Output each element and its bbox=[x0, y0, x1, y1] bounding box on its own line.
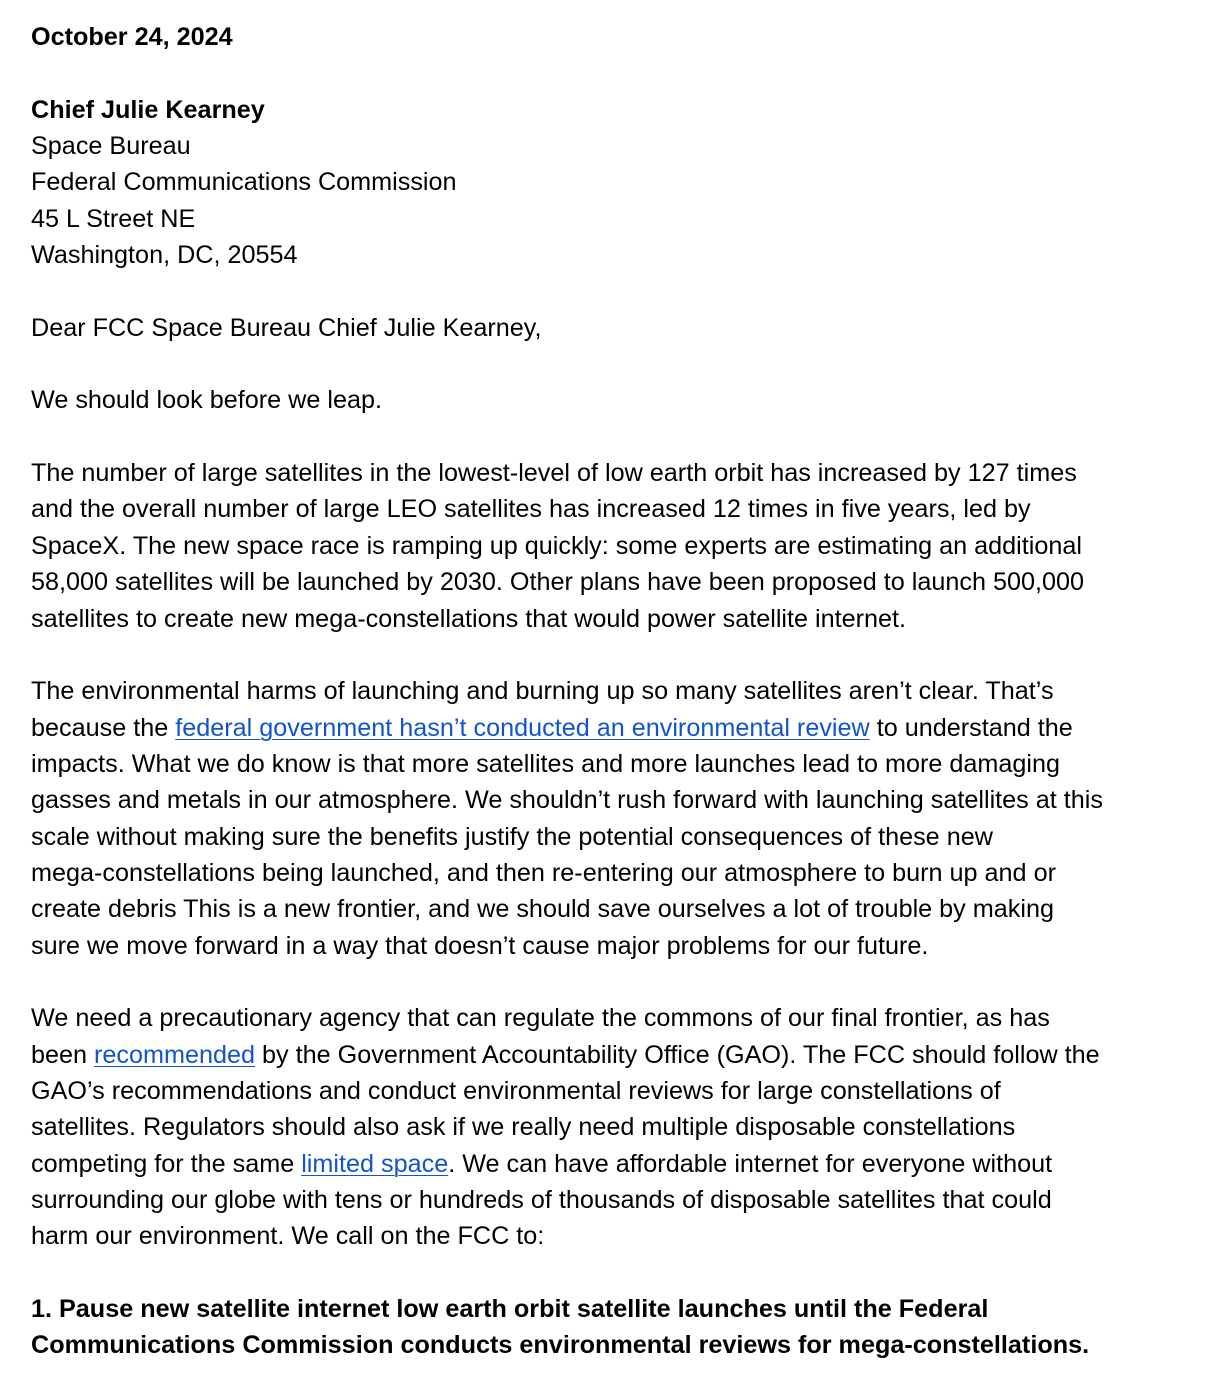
paragraph-line: satellites. Regulators should also ask if we really need multiple disposable constellations bbox=[31, 1113, 1016, 1142]
paragraph-line: sure we move forward in a way that doesn’t cause major problems for our future. bbox=[31, 931, 929, 960]
limited-space-link[interactable]: limited space bbox=[301, 1149, 449, 1178]
demand-line: Communications Commission conducts environmental reviews for mega-constellations. bbox=[31, 1331, 1090, 1360]
opening-block bbox=[31, 382, 1201, 418]
paragraph-line: create debris This is a new frontier, and we should save ourselves a lot of trouble by making bbox=[31, 895, 1054, 924]
paragraph-line: satellites to create new mega-constellations that would power satellite internet. bbox=[31, 604, 907, 633]
recommended-link[interactable]: recommended bbox=[94, 1040, 256, 1069]
environmental-review-link[interactable]: federal government hasn’t conducted an environmental review bbox=[175, 713, 870, 742]
paragraph-line: The environmental harms of launching and burning up so many satellites aren’t clear. That’s bbox=[31, 677, 1054, 706]
paragraph-line: GAO’s recommendations and conduct environmental reviews for large constellations of bbox=[31, 1076, 1001, 1105]
text-segment: competing for the same bbox=[31, 1149, 302, 1178]
paragraph-environmental-harms bbox=[31, 673, 1201, 964]
recipient-agency: Federal Communications Commission bbox=[31, 168, 457, 197]
text-segment: to understand the bbox=[869, 713, 1073, 742]
paragraph-line: The number of large satellites in the lowest-level of low earth orbit has increased by 127 times bbox=[31, 459, 1077, 488]
paragraph-line: scale without making sure the benefits justify the potential consequences of these new bbox=[31, 822, 993, 851]
demand-item-1 bbox=[31, 1291, 1201, 1364]
paragraph-line: We need a precautionary agency that can regulate the commons of our final frontier, as has bbox=[31, 1004, 1050, 1033]
paragraph-line: SpaceX. The new space race is ramping up quickly: some experts are estimating an additional bbox=[31, 531, 1082, 560]
recipient-bureau: Space Bureau bbox=[31, 132, 191, 161]
paragraph-line-with-link bbox=[31, 1037, 1201, 1073]
paragraph-line: gasses and metals in our atmosphere. We shouldn’t rush forward with launching satellites at this bbox=[31, 786, 1103, 815]
paragraph-line: harm our environment. We call on the FCC to: bbox=[31, 1222, 545, 1251]
text-segment: . We can have affordable internet for everyone without bbox=[448, 1149, 1053, 1178]
demand-line: 1. Pause new satellite internet low earth orbit satellite launches until the Federal bbox=[31, 1295, 989, 1324]
paragraph-line: impacts. What we do know is that more satellites and more launches lead to more damaging bbox=[31, 749, 1060, 778]
salutation: Dear FCC Space Bureau Chief Julie Kearney, bbox=[31, 313, 542, 342]
paragraph-line: surrounding our globe with tens or hundreds of thousands of disposable satellites that could bbox=[31, 1186, 1052, 1214]
paragraph-line: mega-constellations being launched, and then re-entering our atmosphere to burn up and or bbox=[31, 858, 1056, 887]
recipient-street: 45 L Street NE bbox=[31, 204, 196, 233]
paragraph-line-with-link bbox=[31, 710, 1201, 746]
text-segment: been bbox=[31, 1040, 95, 1069]
paragraph-line-with-link bbox=[31, 1146, 1201, 1182]
letter-date-block bbox=[31, 19, 1201, 55]
recipient-city: Washington, DC, 20554 bbox=[31, 241, 298, 270]
salutation-block bbox=[31, 310, 1201, 346]
paragraph-precautionary-agency bbox=[31, 1000, 1201, 1254]
text-segment: by the Government Accountability Office (GAO). The FCC should follow the bbox=[255, 1040, 1100, 1069]
recipient-address bbox=[31, 92, 1201, 274]
recipient-name: Chief Julie Kearney bbox=[31, 95, 265, 124]
paragraph-line: and the overall number of large LEO satellites has increased 12 times in five years, led by bbox=[31, 495, 1031, 524]
letter-date: October 24, 2024 bbox=[31, 23, 233, 51]
opening-line: We should look before we leap. bbox=[31, 386, 382, 415]
paragraph-line: 58,000 satellites will be launched by 2030. Other plans have been proposed to launch 500,000 bbox=[31, 568, 1085, 597]
paragraph-satellite-growth bbox=[31, 455, 1201, 637]
text-segment: because the bbox=[31, 713, 176, 742]
